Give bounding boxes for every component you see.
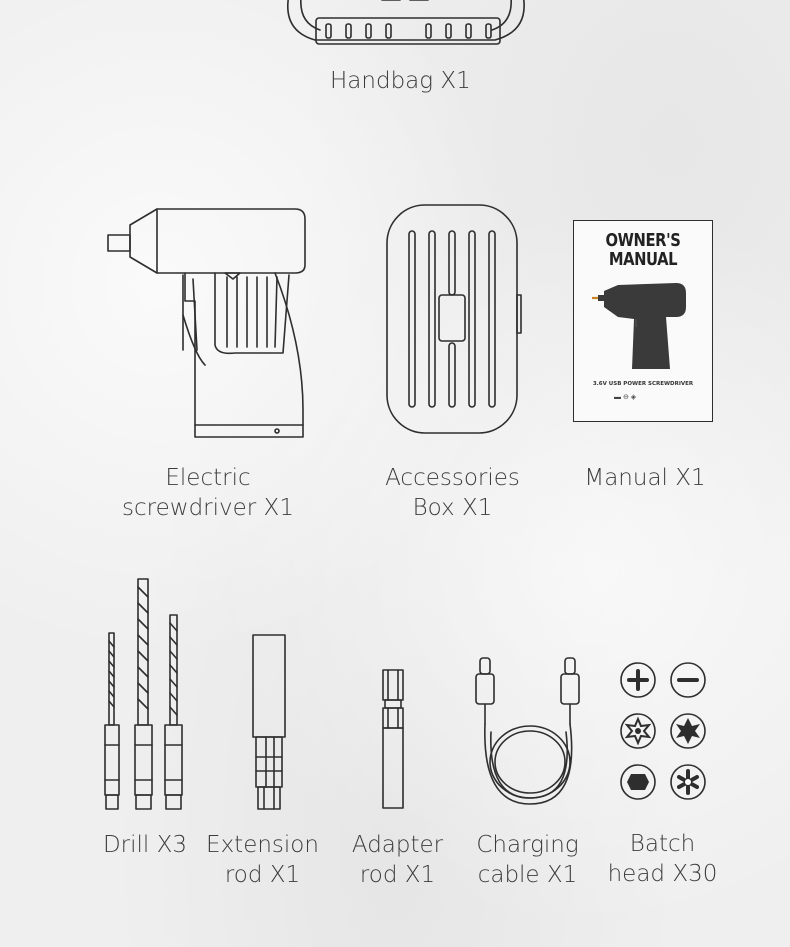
manual-cover-icons: ▬ ⊖ ◈ <box>614 394 637 401</box>
accessories-box-icon <box>385 203 523 435</box>
manual-screwdriver-image <box>596 277 696 372</box>
charging-cable-icon <box>472 654 587 814</box>
extension-rod-label-line1: Extension <box>206 832 319 858</box>
extension-rod-label <box>200 830 325 890</box>
manual-cover-subtitle: 3.6V USB POWER SCREWDRIVER <box>592 381 694 387</box>
batch-head-label <box>600 829 725 889</box>
screwdriver-label-line2: screwdriver X1 <box>122 495 294 521</box>
batch-head-label-line1: Batch <box>629 831 696 857</box>
adapter-rod-icon <box>378 668 410 813</box>
accessories-box-label <box>370 463 535 523</box>
manual-label: Manual X1 <box>584 465 706 491</box>
owners-manual-cover <box>573 220 713 422</box>
accessories-box-label-line1: Accessories <box>385 465 520 491</box>
adapter-rod-label-line1: Adapter <box>351 832 444 858</box>
handbag-label: Handbag X1 <box>330 68 471 94</box>
accessories-box-label-line2: Box X1 <box>412 495 493 521</box>
manual-cover-title-line1: OWNER'S <box>605 230 681 251</box>
extension-rod-label-line2: rod X1 <box>224 862 301 888</box>
screwdriver-label-line1: Electric <box>165 465 251 491</box>
drill-label: Drill X3 <box>102 832 188 858</box>
adapter-rod-label-line2: rod X1 <box>359 862 436 888</box>
screwdriver-label <box>118 463 298 523</box>
extension-rod-icon <box>250 633 290 813</box>
charging-cable-label-line1: Charging <box>476 832 579 858</box>
adapter-rod-label <box>340 830 455 890</box>
screwdriver-icon <box>105 205 310 445</box>
batch-head-label-line2: head X30 <box>607 861 718 887</box>
handbag-icon <box>270 0 540 50</box>
charging-cable-label <box>460 830 595 890</box>
manual-cover-title <box>586 231 699 269</box>
charging-cable-label-line2: cable X1 <box>477 862 578 888</box>
drill-bits-icon <box>100 575 195 813</box>
bit-heads-icon <box>618 660 710 802</box>
manual-cover-title-line2: MANUAL <box>608 249 678 270</box>
